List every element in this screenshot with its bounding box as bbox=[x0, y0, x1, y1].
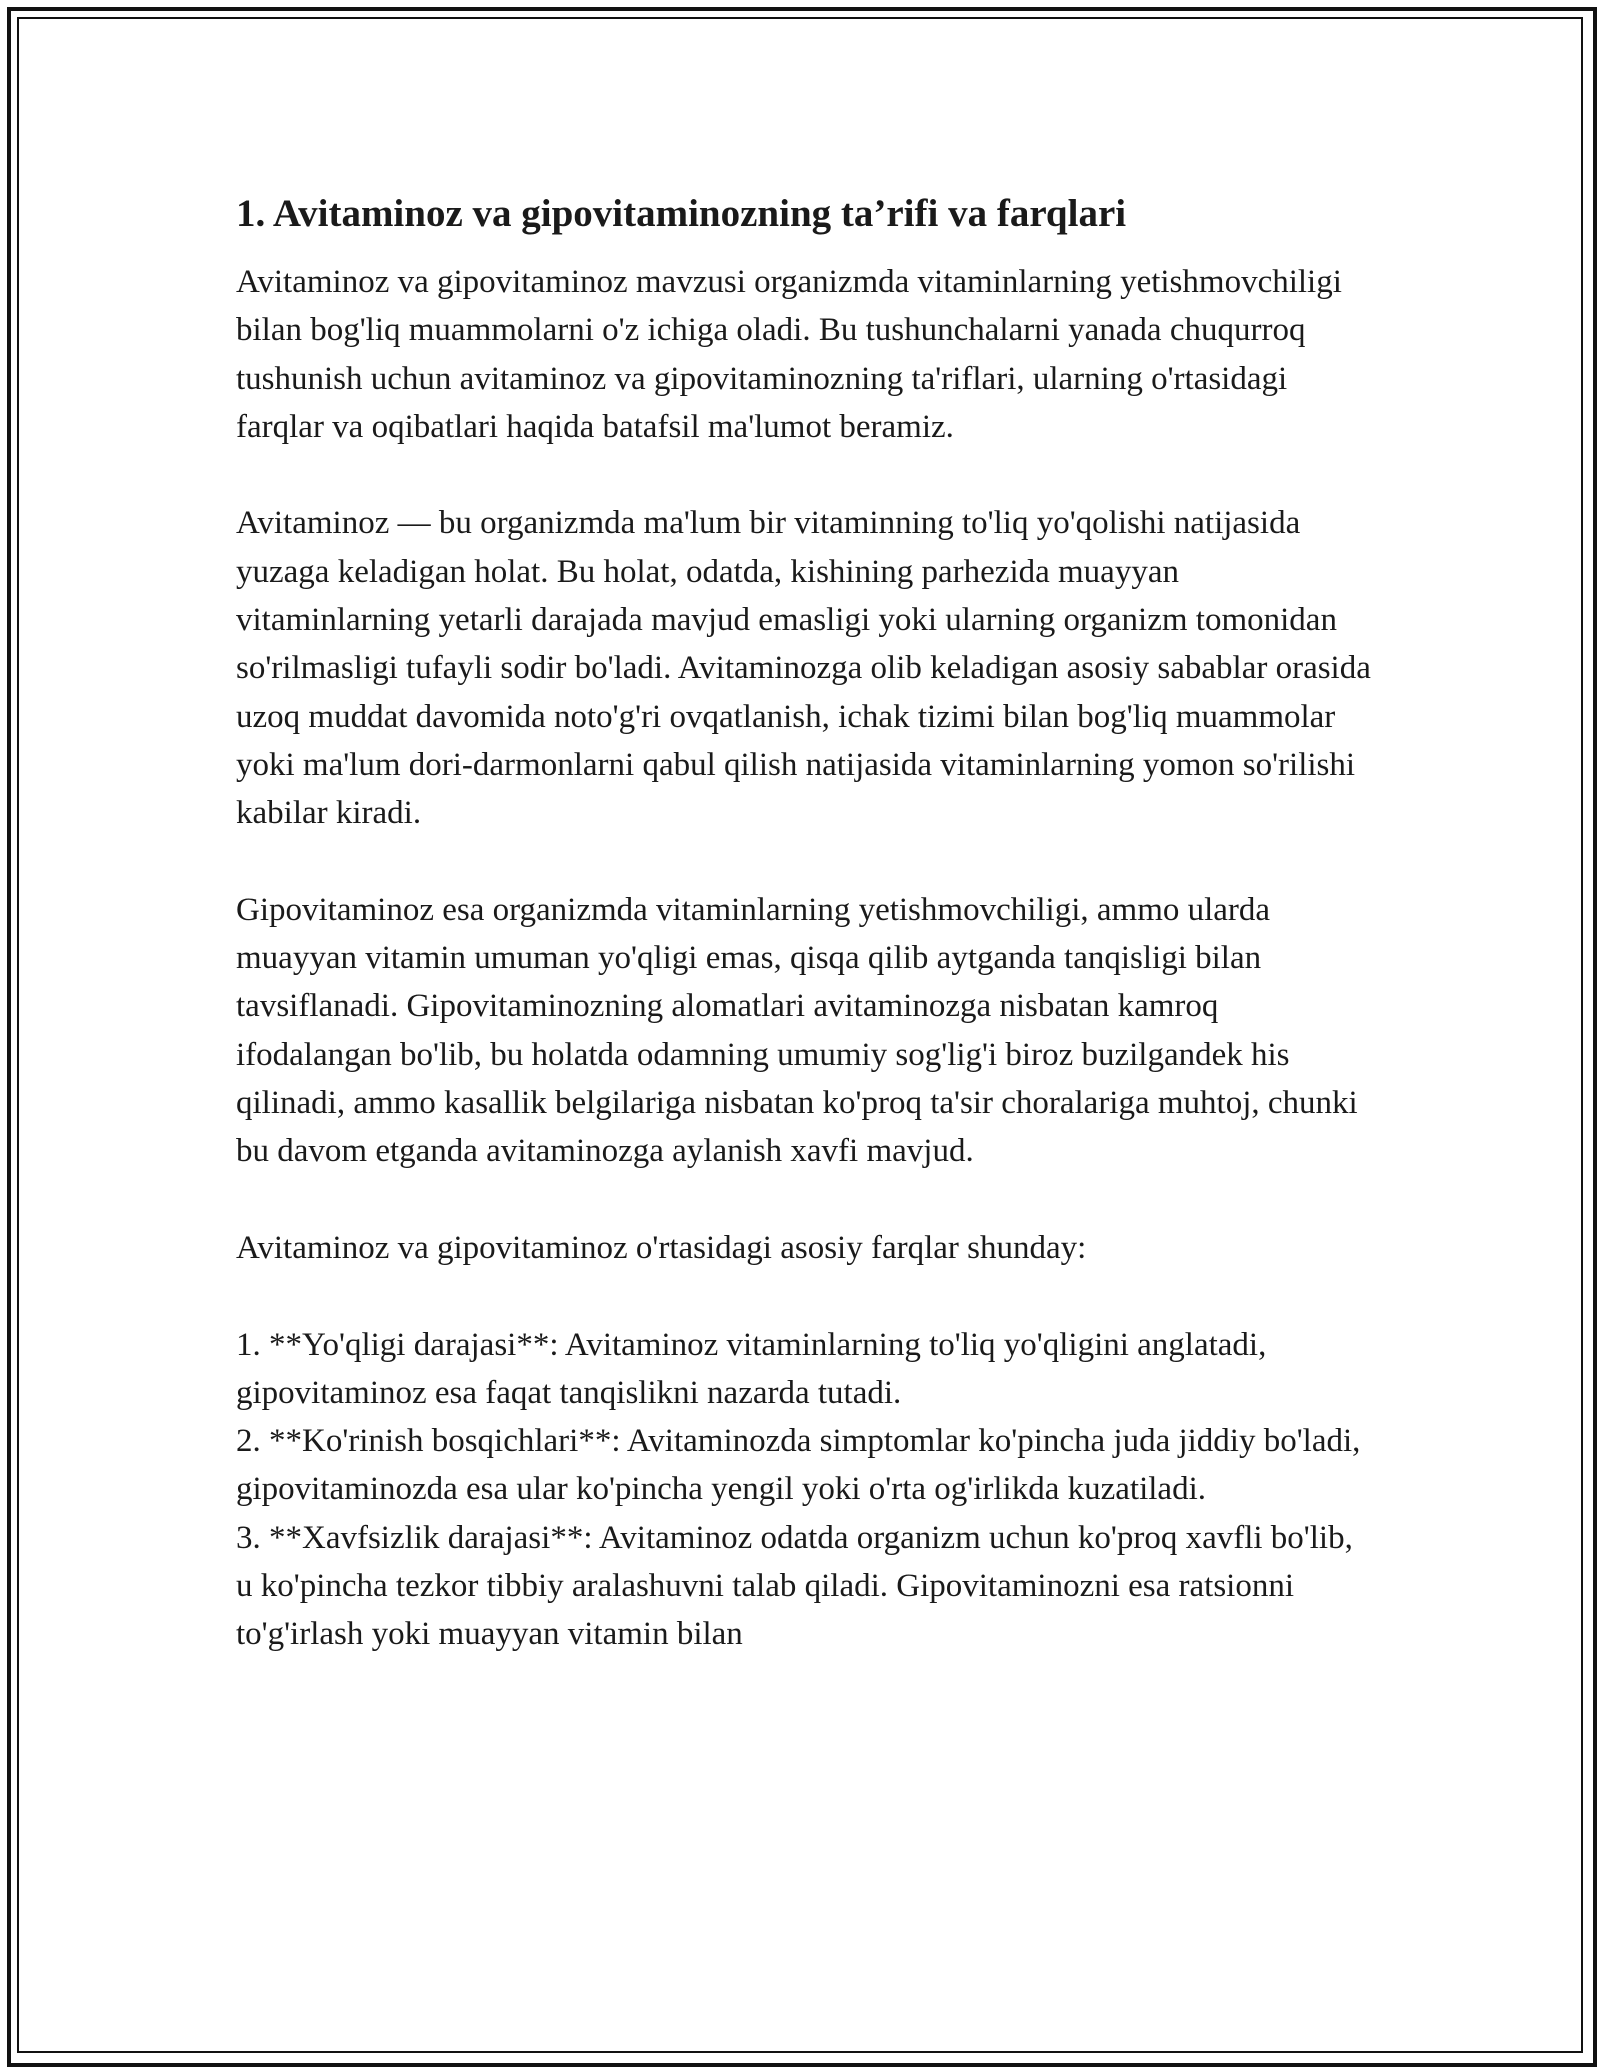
paragraph-differences-intro: Avitaminoz va gipovitaminoz o'rtasidagi asosiy farqlar shunday: bbox=[236, 1229, 1087, 1266]
paragraph-avitaminoz-definition: Avitaminoz — bu organizmda ma'lum bir vitaminning to'liq yo'qolishi natijasida yuzaga keladigan holat. Bu holat, odatda, kishining parhezida muayyan vitaminlarning yetarli darajada mavjud emasligi yoki ularning organizm tomonidan so'rilmasligi tufayli sodir bo'ladi. Avitaminozga olib keladigan asosiy sabablar orasida uzoq muddat davomida noto'g'ri ovqatlanish, ichak tizimi bilan bog'liq muammolar yoki ma'lum dori-darmonlarni qabul qilish natijasida vitaminlarning yomon so'rilishi kabilar kiradi. bbox=[236, 505, 1371, 832]
list-item: 3. **Xavfsizlik darajasi**: Avitaminoz odatda organizm uchun ko'proq xavfli bo'lib, u ko'pincha tezkor tibbiy aralashuvni talab qiladi. Gipovitaminozni esa ratsionni to'g'irlash yoki muayyan vitamin bilan bbox=[236, 1519, 1353, 1653]
section-heading: 1. Avitaminoz va gipovitaminozning ta’rifi va farqlari bbox=[236, 192, 1127, 235]
paragraph-intro: Avitaminoz va gipovitaminoz mavzusi organizmda vitaminlarning yetishmovchiligi bilan bog'liq muammolarni o'z ichiga oladi. Bu tushunchalarni yanada chuqurroq tushunish uchun avitaminoz va gipovitaminozning ta'riflari, ularning o'rtasidagi farqlar va oqibatlari haqida batafsil ma'lumot beramiz. bbox=[236, 264, 1342, 445]
list-item: 2. **Ko'rinish bosqichlari**: Avitaminozda simptomlar ko'pincha juda jiddiy bo'ladi, gipovitaminozda esa ular ko'pincha yengil yoki o'rta og'irlikda kuzatiladi. bbox=[236, 1423, 1361, 1508]
differences-list bbox=[236, 1321, 1376, 1659]
list-item: 1. **Yo'qligi darajasi**: Avitaminoz vitaminlarning to'liq yo'qligini anglatadi, gipovitaminoz esa faqat tanqislikni nazarda tutadi. bbox=[236, 1326, 1267, 1411]
document-body bbox=[236, 186, 1376, 1659]
paragraph-gipovitaminoz-definition: Gipovitaminoz esa organizmda vitaminlarning yetishmovchiligi, ammo ularda muayyan vitamin umuman yo'qligi emas, qisqa qilib aytganda tanqisligi bilan tavsiflanadi. Gipovitaminozning alomatlari avitaminozga nisbatan kamroq ifodalangan bo'lib, bu holatda odamning umumiy sog'lig'i biroz buzilgandek his qilinadi, ammo kasallik belgilariga nisbatan ko'proq ta'sir choralariga muhtoj, chunki bu davom etganda avitaminozga aylanish xavfi mavjud. bbox=[236, 891, 1358, 1170]
